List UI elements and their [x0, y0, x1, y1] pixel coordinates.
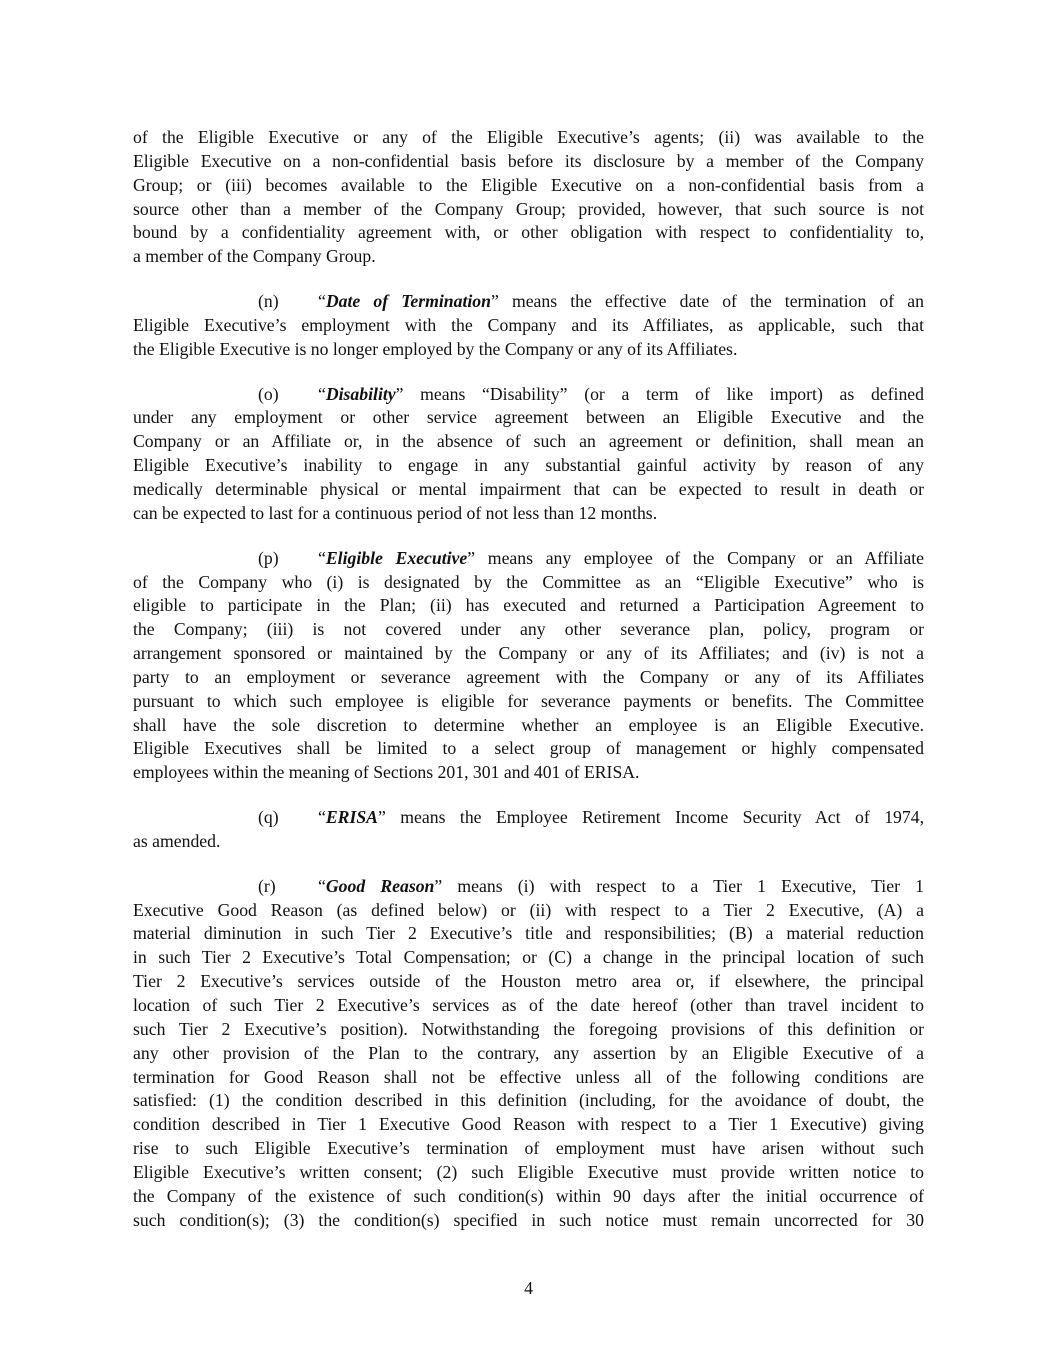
- line-text: bound by a confidentiality agreement with, or other obligation with respect to confidentiality to,: [133, 222, 924, 243]
- paragraph-line: [133, 126, 924, 150]
- paragraph: [133, 290, 924, 362]
- paragraph: [133, 126, 924, 269]
- paragraph-first-line: [133, 806, 924, 830]
- paragraph-line: [133, 899, 924, 923]
- line-text: “Eligible Executive” means any employee of the Company or an Affiliate: [318, 547, 924, 568]
- paragraph-line: [133, 221, 924, 245]
- defined-term: Disability: [325, 383, 396, 404]
- paragraph-line: [133, 737, 924, 761]
- paragraph-line: [133, 502, 924, 526]
- paragraph-line: [133, 430, 924, 454]
- definition-label: (q): [258, 807, 279, 828]
- paragraph-line: [133, 478, 924, 502]
- defined-term: Date of Termination: [325, 291, 491, 312]
- page-number: 4: [524, 1278, 533, 1298]
- line-text: Eligible Executive’s inability to engage in any substantial gainful activity by reason of any: [133, 455, 924, 476]
- line-text: Executive Good Reason (as defined below) or (ii) with respect to a Tier 2 Executive, (A) a: [133, 899, 924, 920]
- line-text: Tier 2 Executive’s services outside of the Houston metro area or, if elsewhere, the principal: [133, 971, 924, 992]
- line-text: can be expected to last for a continuous period of not less than 12 months.: [133, 502, 658, 523]
- line-text: pursuant to which such employee is eligible for severance payments or benefits. The Committee: [133, 690, 924, 711]
- indent: [133, 875, 258, 899]
- paragraph: [133, 806, 924, 854]
- defined-term: Eligible Executive: [325, 547, 468, 568]
- line-text: “ERISA” means the Employee Retirement Income Security Act of 1974,: [318, 807, 924, 828]
- line-text: in such Tier 2 Executive’s Total Compensation; or (C) a change in the principal location of such: [133, 947, 924, 968]
- line-text: termination for Good Reason shall not be effective unless all of the following conditions are: [133, 1066, 924, 1087]
- paragraph: [133, 875, 924, 1233]
- line-text: shall have the sole discretion to determine whether an employee is an Eligible Executive.: [133, 714, 924, 735]
- line-text: of the Company who (i) is designated by the Committee as an “Eligible Executive” who is: [133, 571, 924, 592]
- paragraph-line: [133, 690, 924, 714]
- defined-term: ERISA: [325, 807, 378, 828]
- paragraph-line: [133, 571, 924, 595]
- line-text: as amended.: [133, 830, 221, 851]
- paragraph-line: [133, 406, 924, 430]
- line-text: of the Eligible Executive or any of the Eligible Executive’s agents; (ii) was available to the: [133, 127, 924, 147]
- paragraph-line: [133, 1185, 924, 1209]
- paragraph-line: [133, 666, 924, 690]
- paragraph-first-line: [133, 875, 924, 899]
- indent: [133, 547, 258, 571]
- line-text: “Disability” means “Disability” (or a term of like import) as defined: [318, 383, 924, 404]
- paragraph-line: [133, 338, 924, 362]
- paragraph-line: [133, 830, 924, 854]
- line-text: Eligible Executive’s written consent; (2) such Eligible Executive must provide written notice to: [133, 1161, 924, 1182]
- definition-label: (r): [258, 875, 276, 896]
- paragraph-line: [133, 1161, 924, 1185]
- paragraph-line: [133, 1089, 924, 1113]
- line-text: satisfied: (1) the condition described in this definition (including, for the avoidance of doubt, the: [133, 1090, 924, 1111]
- definition-label: (n): [258, 291, 279, 312]
- line-text: employees within the meaning of Sections 201, 301 and 401 of ERISA.: [133, 762, 640, 783]
- line-text: location of such Tier 2 Executive’s services as of the date hereof (other than travel incident to: [133, 995, 924, 1015]
- paragraph-line: [133, 454, 924, 478]
- paragraph: [133, 383, 924, 526]
- paragraph-line: [133, 314, 924, 338]
- line-text: condition described in Tier 1 Executive Good Reason with respect to a Tier 1 Executive) giving: [133, 1114, 924, 1135]
- definition-label: (p): [258, 547, 279, 568]
- indent: [133, 383, 258, 407]
- paragraph-first-line: [133, 383, 924, 407]
- line-text: material diminution in such Tier 2 Executive’s title and responsibilities; (B) a material reduction: [133, 923, 924, 944]
- line-text: eligible to participate in the Plan; (ii) has executed and returned a Participation Agreement to: [133, 595, 924, 616]
- line-text: the Eligible Executive is no longer employed by the Company or any of its Affiliates.: [133, 338, 738, 359]
- paragraph-line: [133, 174, 924, 198]
- paragraph-line: [133, 970, 924, 994]
- paragraph: [133, 547, 924, 785]
- definition-label: (o): [258, 383, 279, 404]
- paragraph-line: [133, 1113, 924, 1137]
- line-text: the Company of the existence of such condition(s) within 90 days after the initial occurrence of: [133, 1185, 924, 1206]
- paragraph-line: [133, 150, 924, 174]
- line-text: arrangement sponsored or maintained by the Company or any of its Affiliates; and (iv) is not a: [133, 643, 924, 664]
- line-text: party to an employment or severance agreement with the Company or any of its Affiliates: [133, 666, 924, 687]
- line-text: the Company; (iii) is not covered under any other severance plan, policy, program or: [133, 619, 924, 640]
- line-text: such Tier 2 Executive’s position). Notwithstanding the foregoing provisions of this definition or: [133, 1018, 924, 1039]
- line-text: Eligible Executive on a non-confidential basis before its disclosure by a member of the Company: [133, 150, 924, 171]
- defined-term: Good Reason: [325, 875, 435, 896]
- line-text: source other than a member of the Company Group; provided, however, that such source is not: [133, 198, 924, 219]
- line-text: Company or an Affiliate or, in the absence of such an agreement or definition, shall mean an: [133, 431, 924, 452]
- paragraph-line: [133, 594, 924, 618]
- paragraph-line: [133, 1042, 924, 1066]
- line-text: “Date of Termination” means the effective date of the termination of an: [318, 291, 924, 312]
- line-text: medically determinable physical or mental impairment that can be expected to result in death or: [133, 478, 924, 499]
- paragraph-line: [133, 618, 924, 642]
- indent: [133, 290, 258, 314]
- paragraph-line: [133, 946, 924, 970]
- line-text: under any employment or other service agreement between an Eligible Executive and the: [133, 407, 924, 428]
- line-text: rise to such Eligible Executive’s termination of employment must have arisen without such: [133, 1138, 924, 1159]
- line-text: “Good Reason” means (i) with respect to a Tier 1 Executive, Tier 1: [318, 875, 924, 896]
- paragraph-line: [133, 245, 924, 269]
- line-text: such condition(s); (3) the condition(s) specified in such notice must remain uncorrected for 30: [133, 1209, 924, 1230]
- paragraph-line: [133, 714, 924, 738]
- line-text: a member of the Company Group.: [133, 246, 376, 267]
- paragraph-line: [133, 761, 924, 785]
- paragraph-first-line: [133, 290, 924, 314]
- paragraph-line: [133, 1066, 924, 1090]
- paragraph-line: [133, 642, 924, 666]
- paragraph-line: [133, 994, 924, 1018]
- line-text: Eligible Executives shall be limited to a select group of management or highly compensated: [133, 738, 924, 759]
- paragraph-line: [133, 1018, 924, 1042]
- paragraph-first-line: [133, 547, 924, 571]
- paragraph-line: [133, 198, 924, 222]
- line-text: Group; or (iii) becomes available to the Eligible Executive on a non-confidential basis from a: [133, 174, 924, 195]
- paragraph-line: [133, 1137, 924, 1161]
- paragraph-line: [133, 1209, 924, 1233]
- line-text: any other provision of the Plan to the contrary, any assertion by an Eligible Executive of a: [133, 1042, 924, 1063]
- paragraph-line: [133, 922, 924, 946]
- indent: [133, 806, 258, 830]
- line-text: Eligible Executive’s employment with the Company and its Affiliates, as applicable, such that: [133, 314, 924, 335]
- document-body: [133, 126, 924, 1253]
